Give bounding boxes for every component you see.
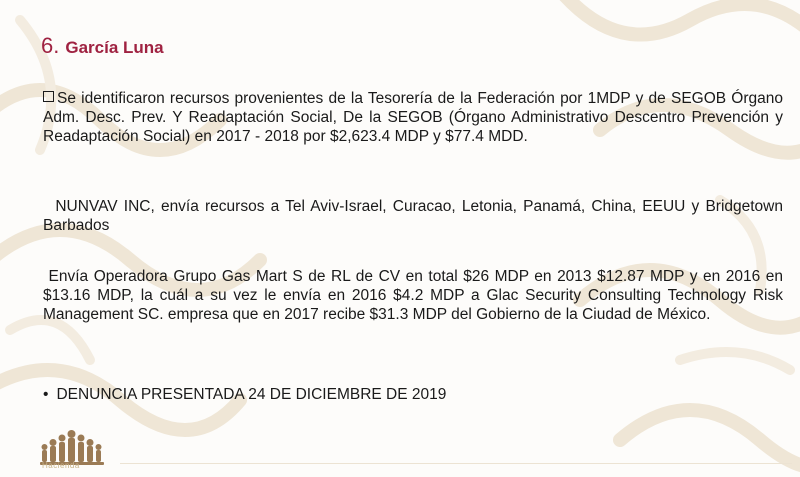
bullet-icon: •: [43, 386, 49, 403]
paragraph-text: Se identificaron recursos provenientes de la Tesorería de la Federación por 1MDP y de SEGOB Órgano Adm. Desc. Prev. Y Readaptación Social, De la SEGOB (Órgano Administrativo Descentro Prevención y Readaptación Social) en 2017 - 2018 por $2,623.4 MDP y $77.4 MDD.: [43, 90, 783, 145]
footer-logo-text: Hacienda: [42, 461, 80, 470]
checkbox-icon: [43, 91, 54, 102]
footer-divider: [120, 463, 792, 464]
bullet-complaint: [43, 386, 446, 404]
paragraph-operadora: [43, 267, 783, 324]
title-text: García Luna: [65, 38, 164, 57]
slide-title: [41, 33, 164, 59]
paragraph-nunvav: [43, 197, 783, 235]
paragraph-text: NUNVAV INC, envía recursos a Tel Aviv-Israel, Curacao, Letonia, Panamá, China, EEUU y Bridgetown Barbados: [43, 198, 783, 234]
paragraph-treasury: [43, 89, 783, 146]
paragraph-text: Envía Operadora Grupo Gas Mart S de RL de CV en total $26 MDP en 2013 $12.87 MDP y en 2016 en $13.16 MDP, la cuál a su vez le envía en 2016 $4.2 MDP a Glac Security Consulting Technology Risk Management SC. empresa que en 2017 recibe $31.3 MDP del Gobierno de la Ciudad de México.: [43, 268, 783, 323]
bullet-text: DENUNCIA PRESENTADA 24 DE DICIEMBRE DE 2019: [56, 386, 447, 403]
title-number: 6.: [41, 33, 60, 58]
